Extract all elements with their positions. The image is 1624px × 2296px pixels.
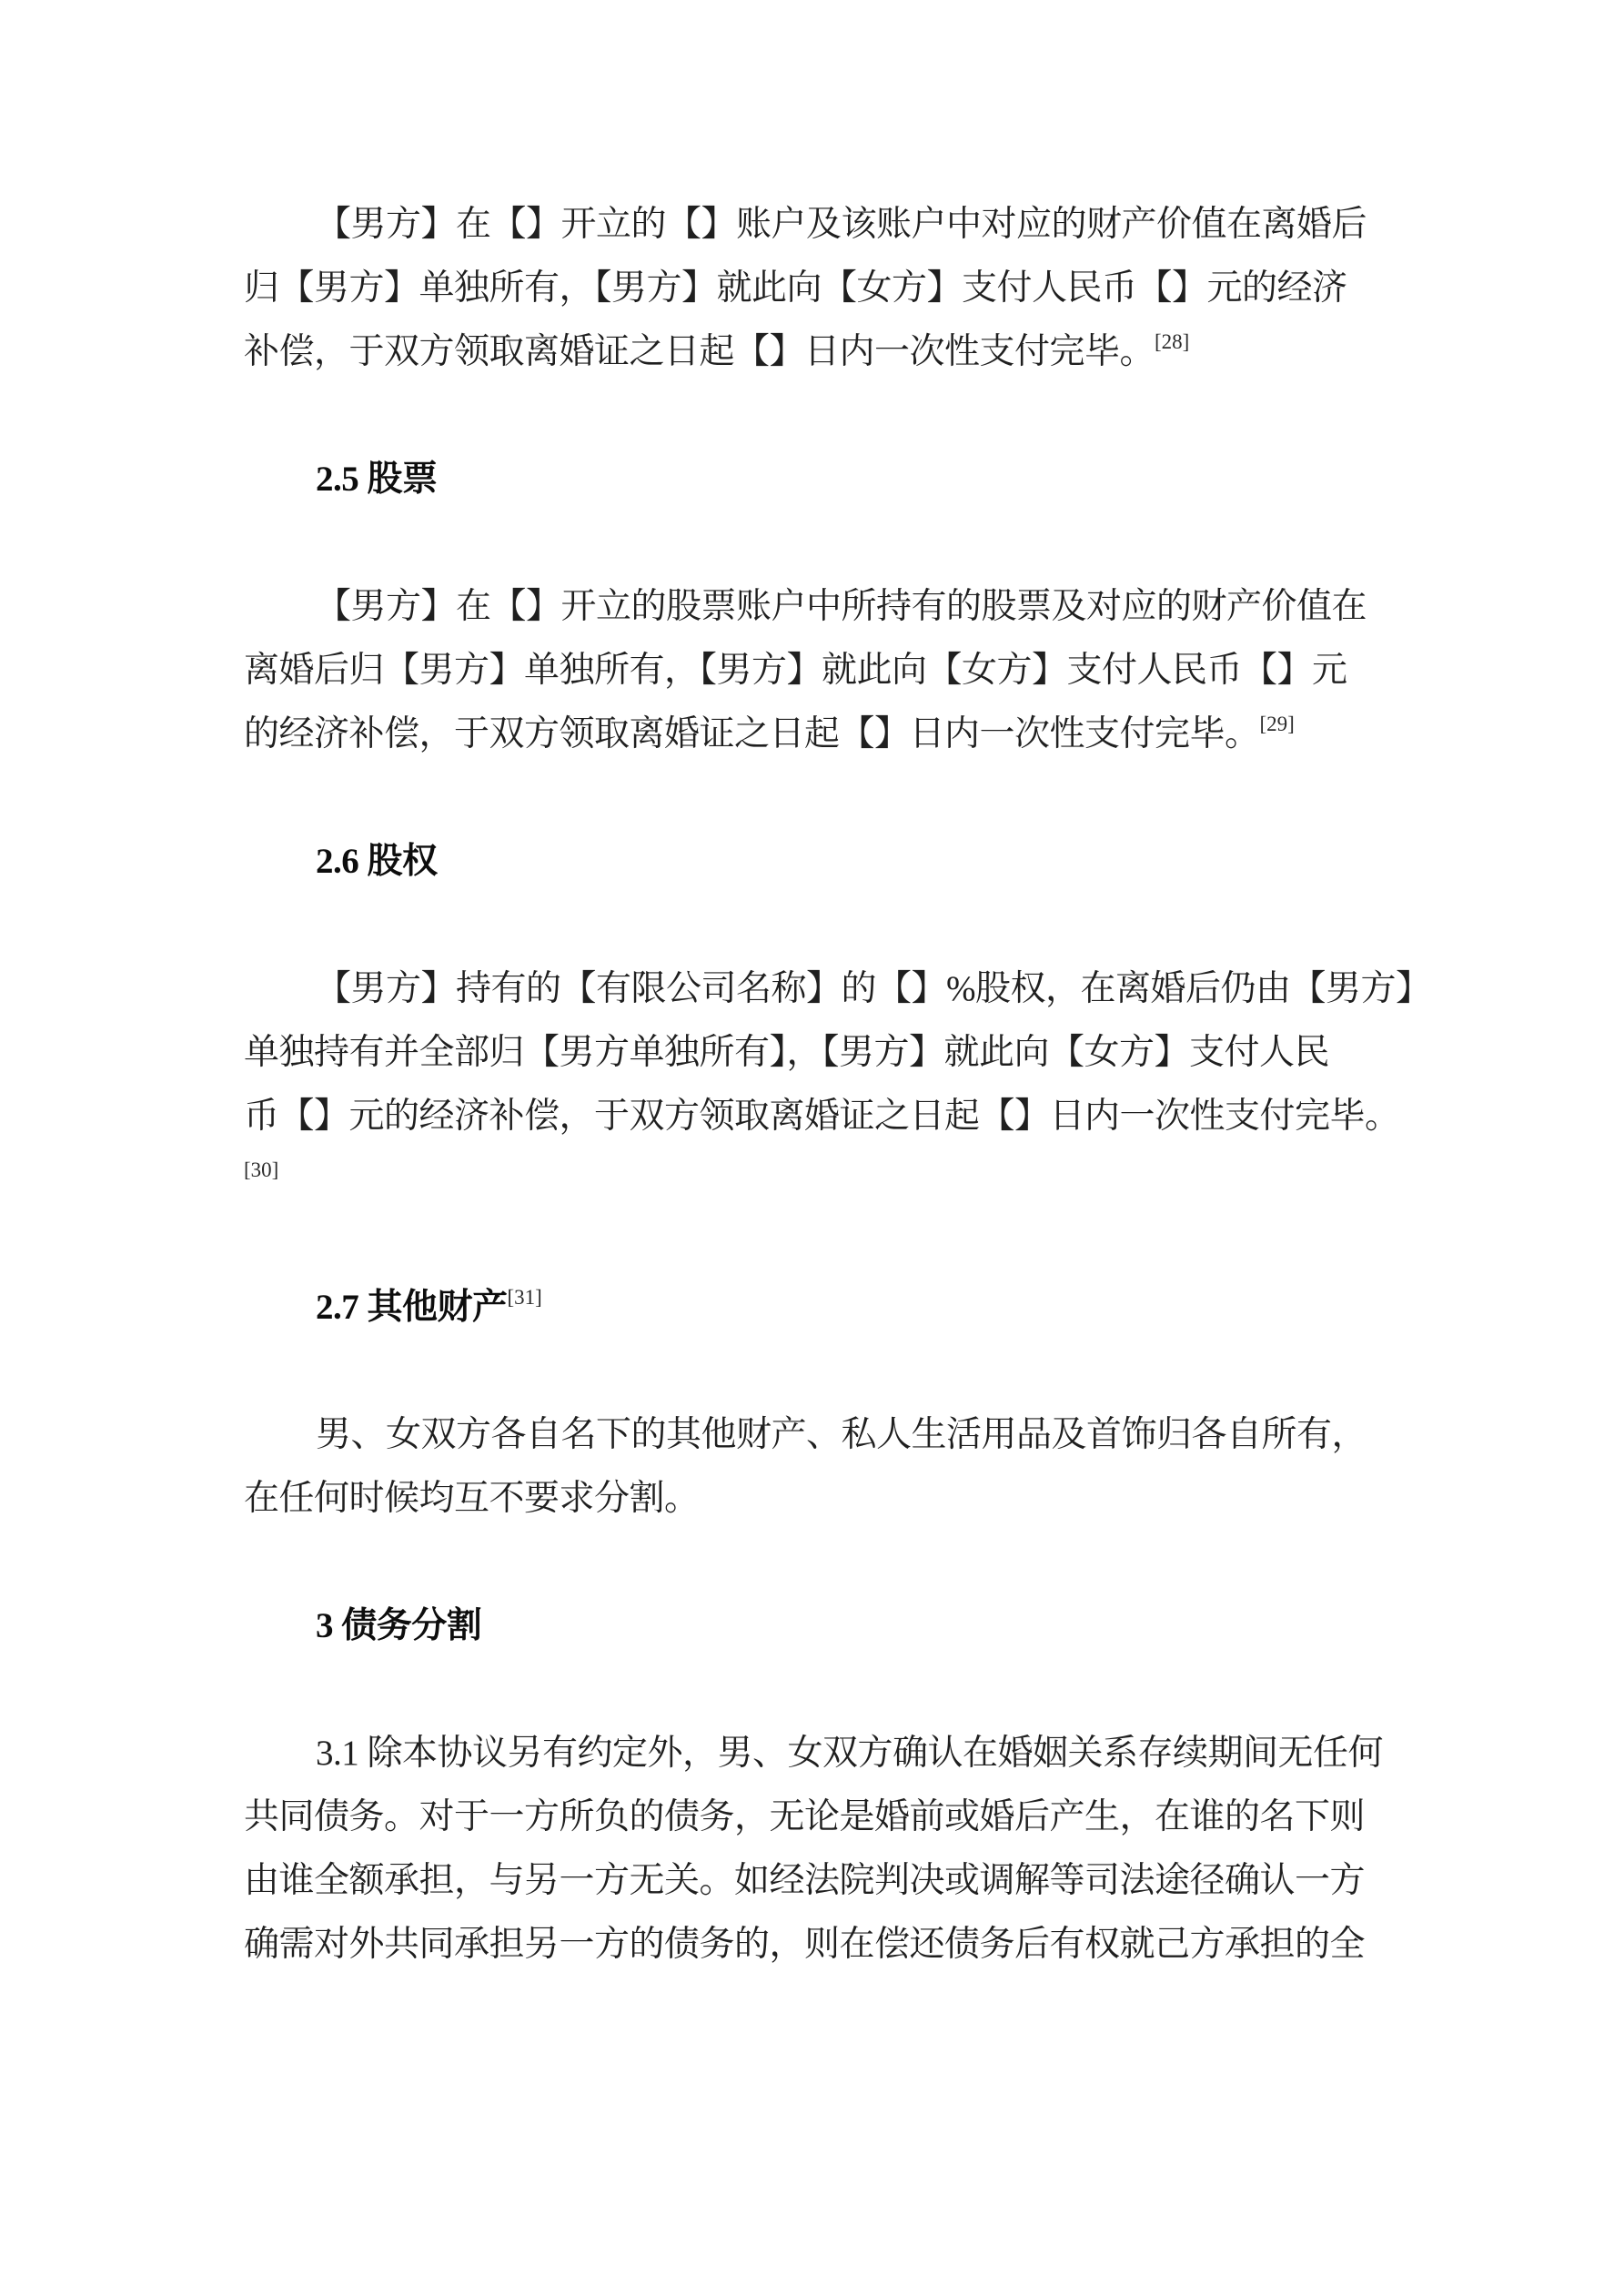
paragraph-line — [244, 1722, 1384, 1785]
para-2-7-other-property-clause — [244, 1403, 1381, 1531]
line-text: 确需对外共同承担另一方的债务的，则在偿还债务后有权就己方承担的全 — [244, 1925, 1366, 1964]
paragraph-line — [244, 1085, 1400, 1148]
line-text: 2.5 股票 — [316, 460, 438, 499]
line-text: 补偿，于双方领取离婚证之日起【】日内一次性支付完毕。 — [244, 332, 1155, 371]
line-text: 【男方】持有的【有限公司名称】的【】%股权，在离婚后仍由【男方】 — [316, 969, 1431, 1008]
para-2-4-account-clause — [244, 193, 1381, 384]
heading-2-7-other-property — [244, 1276, 1381, 1340]
paragraph-line — [244, 1021, 1381, 1085]
paragraph-line — [244, 257, 1381, 320]
paragraph-line — [244, 575, 1381, 639]
line-text: 单独持有并全部归【男方单独所有】，【男方】就此向【女方】支付人民 — [244, 1033, 1330, 1072]
line-text: 币【】元的经济补偿，于双方领取离婚证之日起【】日内一次性支付完毕。 — [244, 1097, 1400, 1136]
line-text: 的经济补偿，于双方领取离婚证之日起【】日内一次性支付完毕。 — [244, 714, 1260, 754]
document-content — [244, 193, 1431, 1977]
paragraph-line — [244, 1467, 1381, 1531]
footnote-marker: [29] — [1259, 713, 1295, 735]
line-text: 由谁全额承担，与另一方无关。如经法院判决或调解等司法途径确认一方 — [244, 1861, 1366, 1900]
heading-2-5-stocks — [244, 448, 1381, 511]
para-3-1-debt-clause — [244, 1722, 1384, 1977]
line-text: 2.7 其他财产 — [316, 1288, 508, 1327]
heading-line — [244, 830, 1381, 894]
line-text: 在任何时候均互不要求分割。 — [244, 1479, 700, 1518]
paragraph-line — [244, 1148, 1381, 1212]
para-2-6-equity-clause — [244, 957, 1431, 1212]
heading-3-debt-division — [244, 1594, 1381, 1658]
line-text: 归【男方】单独所有，【男方】就此向【女方】支付人民币【】元的经济 — [244, 268, 1347, 308]
paragraph-line — [244, 1403, 1381, 1467]
para-2-5-stocks-clause — [244, 575, 1381, 766]
paragraph-line — [244, 1849, 1381, 1913]
footnote-marker: [30] — [244, 1158, 279, 1181]
heading-line — [244, 1276, 1381, 1340]
line-text: 男、女双方各自名下的其他财产、私人生活用品及首饰归各自所有， — [316, 1415, 1367, 1454]
paragraph-line — [244, 1913, 1381, 1977]
paragraph-line — [244, 639, 1381, 703]
line-text: 2.6 股权 — [316, 842, 438, 881]
heading-line — [244, 1594, 1381, 1658]
line-text: 离婚后归【男方】单独所有，【男方】就此向【女方】支付人民币【】元 — [244, 651, 1347, 690]
paragraph-line — [244, 193, 1381, 257]
footnote-marker: [28] — [1155, 330, 1190, 353]
paragraph-line — [244, 703, 1381, 766]
line-text: 【男方】在【】开立的【】账户及该账户中对应的财产价值在离婚后 — [316, 205, 1367, 244]
heading-2-6-equity — [244, 830, 1381, 894]
paragraph-line — [244, 957, 1431, 1021]
paragraph-line — [244, 320, 1381, 384]
line-text: 3 债务分割 — [316, 1606, 482, 1645]
line-text: 共同债务。对于一方所负的债务，无论是婚前或婚后产生，在谁的名下则 — [244, 1797, 1366, 1836]
line-text: 3.1 除本协议另有约定外，男、女双方确认在婚姻关系存续期间无任何 — [316, 1734, 1384, 1773]
heading-line — [244, 448, 1381, 511]
line-text: 【男方】在【】开立的股票账户中所持有的股票及对应的财产价值在 — [316, 587, 1367, 626]
footnote-marker: [31] — [507, 1286, 542, 1309]
paragraph-line — [244, 1785, 1381, 1849]
